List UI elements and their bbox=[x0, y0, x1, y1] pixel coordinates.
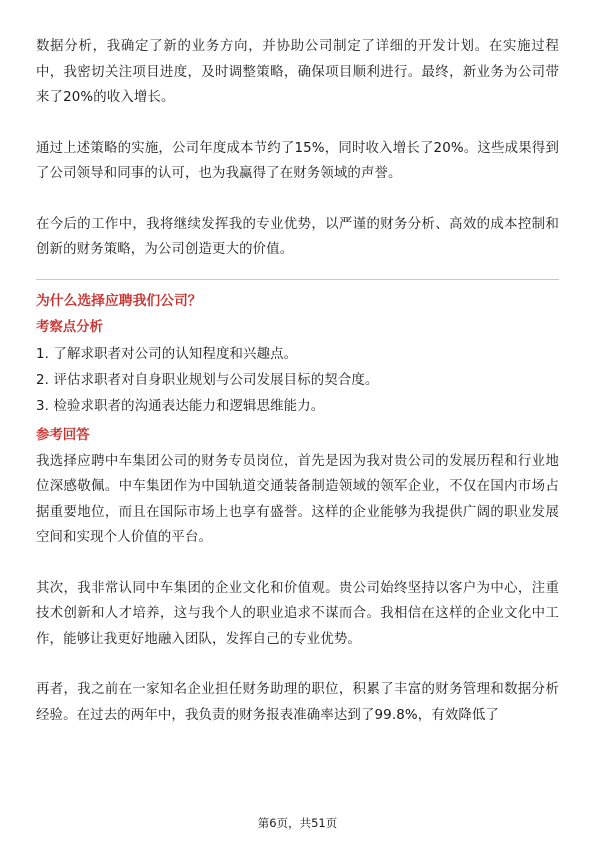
analysis-heading: 考察点分析 bbox=[36, 319, 103, 335]
analysis-item: 1. 了解求职者对公司的认知程度和兴趣点。 bbox=[36, 346, 298, 362]
intro-paragraph: 数据分析，我确定了新的业务方向，并协助公司制定了详细的开发计划。在实施过程中，我密切关注项目进度，及时调整策略，确保项目顺利进行。最终，新业务为公司带来了20%的收入增长。 bbox=[36, 39, 559, 105]
analysis-list bbox=[36, 342, 559, 420]
intro-paragraph: 通过上述策略的实施，公司年度成本节约了15%，同时收入增长了20%。这些成果得到了公司领导和同事的认可，也为我赢得了在财务领域的声誉。 bbox=[36, 140, 559, 181]
answer-heading: 参考回答 bbox=[36, 427, 90, 443]
analysis-item: 2. 评估求职者对自身职业规划与公司发展目标的契合度。 bbox=[36, 372, 379, 388]
answer-paragraph: 其次，我非常认同中车集团的企业文化和价值观。贵公司始终坚持以客户为中心，注重技术创新和人才培养，这与我个人的职业追求不谋而合。我相信在这样的企业文化中工作，能够让我更好地融入团队，发挥自己的专业优势。 bbox=[36, 580, 559, 647]
page-content bbox=[36, 34, 559, 728]
intro-section bbox=[36, 34, 559, 263]
answer-section bbox=[36, 449, 559, 729]
intro-paragraph: 在今后的工作中，我将继续发挥我的专业优势，以严谨的财务分析、高效的成本控制和创新的财务策略，为公司创造更大的价值。 bbox=[36, 216, 559, 257]
analysis-item: 3. 检验求职者的沟通表达能力和逻辑思维能力。 bbox=[36, 398, 325, 414]
section-divider bbox=[36, 279, 559, 280]
answer-paragraph: 再者，我之前在一家知名企业担任财务助理的职位，积累了丰富的财务管理和数据分析经验。在过去的两年中，我负责的财务报表准确率达到了99.8%，有效降低了 bbox=[36, 682, 559, 723]
question-title: 为什么选择应聘我们公司？ bbox=[36, 292, 202, 309]
answer-paragraph: 我选择应聘中车集团公司的财务专员岗位，首先是因为我对贵公司的发展历程和行业地位深感敬佩。中车集团作为中国轨道交通装备制造领域的领军企业，不仅在国内市场占据重要地位，而且在国际市场上也享有盛誉。这样的企业能够为我提供广阔的职业发展空间和实现个人价值的平台。 bbox=[36, 453, 559, 545]
page-number: 第6页，共51页 bbox=[257, 816, 338, 830]
